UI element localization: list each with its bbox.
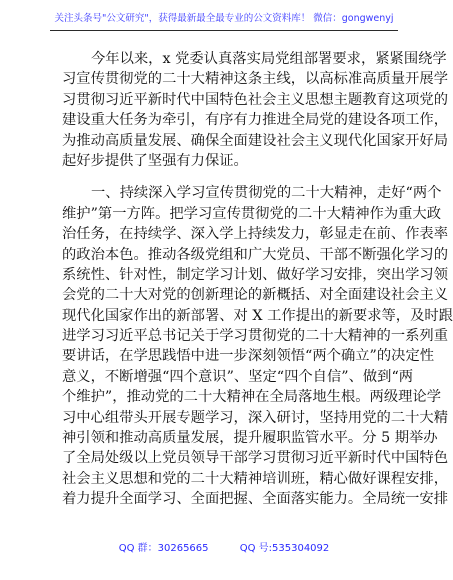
text-line: 起好步提供了坚强有力保证。 xyxy=(62,152,248,169)
paragraph-spacer xyxy=(62,171,392,183)
text-line: 现代化国家作出的新部署、对 X 工作提出的新要求等，及时跟 xyxy=(62,307,453,324)
text-line: 社会主义思想和党的二十大精神培训班，精心做好课程安排， xyxy=(62,470,449,487)
text-line: 为推动高质量发展、确保全面建设社会主义现代化国家开好局 xyxy=(62,132,449,149)
header-divider xyxy=(50,30,398,31)
text-line: 个维护”，推动党的二十大精神在全局落地生根。两级理论学 xyxy=(62,389,442,406)
text-line: 建设重大任务为牵引，有序有力推进全局党的建设各项工作， xyxy=(62,112,449,129)
text-line: 今年以来，x 党委认真落实局党组部署要求，紧紧围绕学 xyxy=(91,51,447,67)
text-line: 进学习习近平总书记关于学习贯彻党的二十大精神的一系列重 xyxy=(62,328,449,345)
qq-number-label: QQ 号:535304092 xyxy=(239,543,330,554)
text-line: 一、持续深入学习宣传贯彻党的二十大精神，走好“两个 xyxy=(91,185,442,202)
text-line: 神引领和推动高质量发展，提升履职监管水平。分 5 期举办 xyxy=(62,430,438,447)
text-line: 了全局处级以上党员领导干部学习贯彻习近平新时代中国特色 xyxy=(62,450,449,467)
paragraph-intro xyxy=(62,49,449,171)
text-line: 的政治本色。推动各级党组和广大党员、干部不断强化学习的 xyxy=(62,246,449,263)
footer-contact xyxy=(0,542,448,556)
text-line: 意义，不断增强“四个意识”、坚定“四个自信”、做到“两 xyxy=(62,368,414,385)
text-line: 会党的二十大对党的创新理论的新概括、对全面建设社会主义 xyxy=(62,287,449,304)
paragraph-section-one xyxy=(62,183,453,509)
qq-group-label: QQ 群：30265665 xyxy=(118,543,209,554)
text-line: 系统性、针对性，制定学习计划、做好学习安排，突出学习领 xyxy=(62,266,449,283)
text-line: 维护”第一方阵。把学习宣传贯彻党的二十大精神作为重大政 xyxy=(62,205,442,222)
header-banner: 关注头条号"公文研究"，获得最新最全最专业的公文资料库！ 微信：gongwenyj xyxy=(54,13,394,24)
text-line: 着力提升全面学习、全面把握、全面落实能力。全局统一安排 xyxy=(62,491,449,508)
text-line: 习宣传贯彻党的二十大精神这条主线，以高标准高质量开展学 xyxy=(62,71,449,88)
document-body xyxy=(62,49,453,510)
text-line: 要讲话，在学思践悟中进一步深刻领悟“两个确立”的决定性 xyxy=(62,348,435,365)
text-line: 治任务，在持续学、深入学上持续发力，彰显走在前、作表率 xyxy=(62,226,449,243)
text-line: 习贯彻习近平新时代中国特色社会主义思想主题教育这项党的 xyxy=(62,91,449,108)
text-line: 习中心组带头开展专题学习，深入研讨，坚持用党的二十大精 xyxy=(62,409,449,426)
